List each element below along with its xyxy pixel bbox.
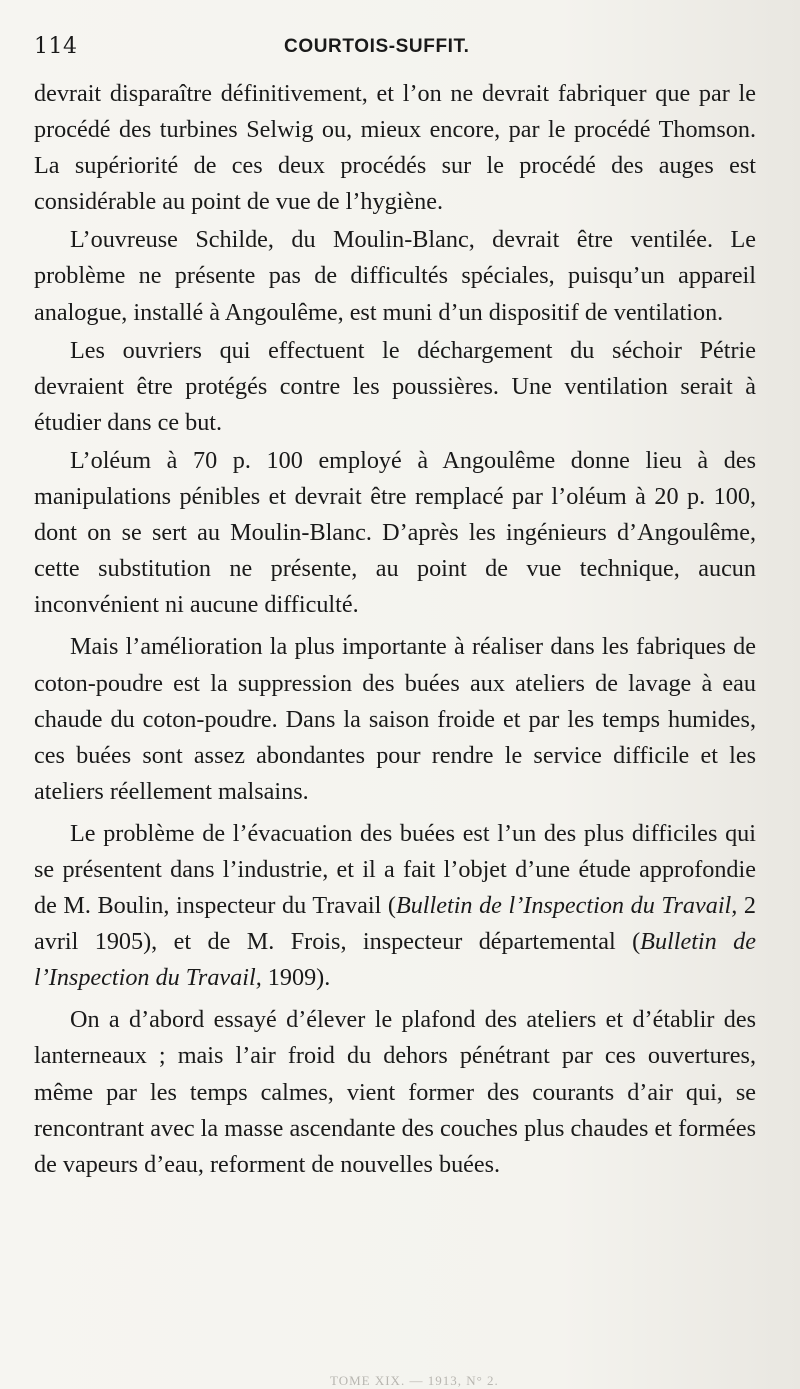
page-number: 114 — [34, 34, 78, 59]
paragraph-5: Mais l’amélioration la plus importante à réaliser dans les fabriques de coton-poudre est la suppression des buées aux ateliers de lavage à eau chaude du coton-poudre. Dans la saison froide et par les temps humides, ces buées sont assez abondantes pour rendre le service difficile et les ateliers réellement malsains. — [34, 633, 756, 805]
paragraph-7: On a d’abord essayé d’élever le plafond des ateliers et d’établir des lanterneaux ; mais l’air froid du dehors pénétrant par ces ouvertures, même par les temps calmes, vient former des courants d’air qui, se rencontrant avec la masse ascendante des couches plus chaudes et formées de vapeurs d’eau, reforment de nouvelles buées. — [34, 1006, 756, 1178]
page-header — [34, 34, 760, 64]
paragraph-4: L’oléum à 70 p. 100 employé à Angoulême donne lieu à des manipulations pénibles et devrait être remplacé par l’oléum à 20 p. 100, dont on se sert au Moulin-Blanc. D’après les ingénieurs d’Angoulême, cette substitution ne présente, au point de vue technique, aucun inconvénient ni aucune difficulté. — [34, 446, 756, 619]
body-text — [34, 76, 756, 1183]
paragraph-6-text-b: 2 avril 1905), et de M. Frois, inspecteur départemental ( — [34, 892, 756, 956]
paragraph-6-text-c: 1909). — [261, 964, 331, 992]
paragraph-1: devrait disparaître définitivement, et l’on ne devrait fabriquer que par le procédé des turbines Selwig ou, mieux encore, par le procédé Thomson. La supériorité de ces deux procédés sur le procédé des auges est considérable au point de vue de l’hygiène. — [34, 80, 756, 216]
citation-boulin: Bulletin de l’Inspection du Travail, — [395, 892, 738, 920]
paragraph-6-text-a: Le problème de l’évacuation des buées est l’un des plus difficiles qui se présentent dans l’industrie, et il a fait l’objet d’une étude approfondie de M. Boulin, inspecteur du Travail ( — [34, 819, 756, 920]
page-footer-signature: TOME XIX. — 1913, N° 2. — [330, 1373, 499, 1388]
paragraph-2: L’ouvreuse Schilde, du Moulin-Blanc, devrait être ventilée. Le problème ne présente pas de difficultés spéciales, puisqu’un appareil analogue, installé à Angoulême, est muni d’un dispositif de ventilation. — [34, 226, 756, 326]
paragraph-3: Les ouvriers qui effectuent le déchargement du séchoir Pétrie devraient être protégés contre les poussières. Une ventilation serait à étudier dans ce but. — [34, 336, 756, 436]
citation-frois: Bulletin de l’Inspection du Travail, — [34, 928, 756, 992]
paragraph-6 — [34, 816, 756, 996]
running-title: COURTOIS-SUFFIT. — [284, 36, 470, 57]
